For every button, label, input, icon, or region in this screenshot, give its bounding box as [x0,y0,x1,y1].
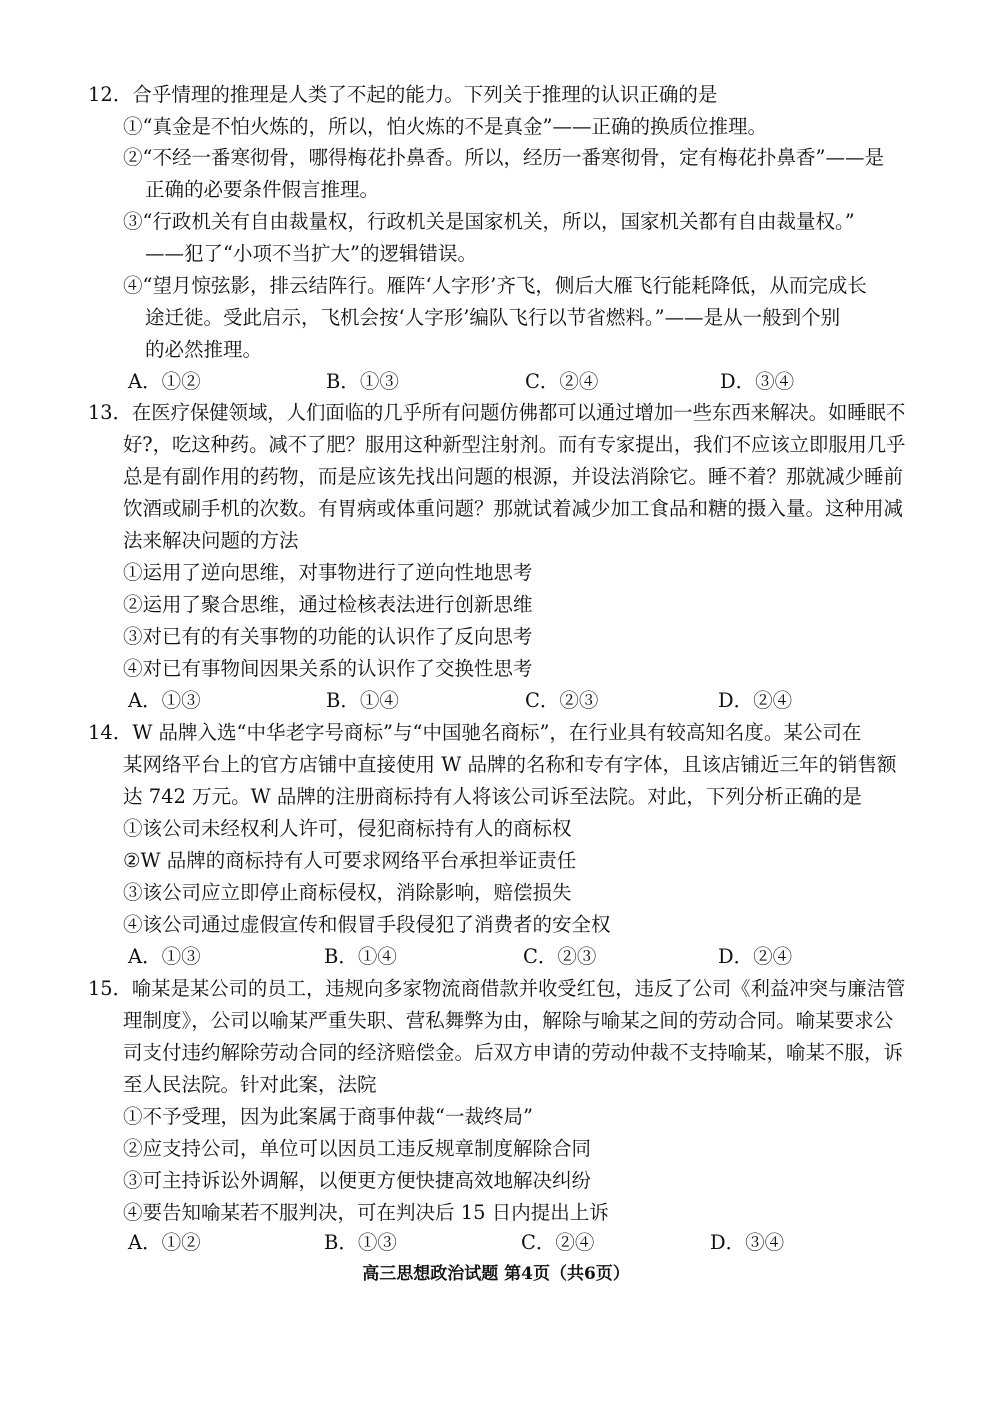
q13-stem-line-2: 好?，吃这种药。减不了肥？服用这种新型注射剂。而有专家提出，我们不应该立即服用几乎 [123,433,906,456]
q13-option-c[interactable]: C．②③ [525,689,599,712]
q15-option-c[interactable]: C．②④ [521,1231,595,1254]
q12-statement-4-cont2: 的必然推理。 [145,338,263,361]
q14-stem-line-2: 某网络平台上的官方店铺中直接使用 W 品牌的名称和专有字体，且该店铺近三年的销售额 [123,753,897,776]
q15-statement-3: ③可主持诉讼外调解，以便更方便快捷高效地解决纠纷 [123,1169,592,1192]
q13-statement-4: ④对已有事物间因果关系的认识作了交换性思考 [123,657,533,680]
q14-option-d[interactable]: D．②④ [718,945,793,968]
q13-option-a[interactable]: A．①③ [128,689,201,712]
q15-stem-line-2: 理制度》，公司以喻某严重失职、营私舞弊为由，解除与喻某之间的劳动合同。喻某要求公 [123,1009,894,1032]
q14-option-c[interactable]: C．②③ [523,945,597,968]
q14-statement-1: ①该公司未经权利人许可，侵犯商标持有人的商标权 [123,817,572,840]
q15-stem-line-4: 至人民法院。针对此案，法院 [123,1073,377,1096]
q13-option-d[interactable]: D．②④ [718,689,793,712]
q13-stem-line-3: 总是有副作用的药物，而是应该先找出问题的根源，并设法消除它。睡不着？那就减少睡前 [123,465,904,488]
q12-statement-3-cont: ——犯了“小项不当扩大”的逻辑错误。 [145,242,477,265]
q13-statement-2: ②运用了聚合思维，通过检核表法进行创新思维 [123,593,533,616]
q12-statement-4: ④“望月惊弦影，排云结阵行。雁阵‘人字形’齐飞，侧后大雁飞行能耗降低，从而完成长 [123,274,867,297]
q15-statement-4: ④要告知喻某若不服判决，可在判决后 15 日内提出上诉 [123,1201,609,1224]
q12-option-c[interactable]: C．②④ [525,370,599,393]
q13-statement-3: ③对已有的有关事物的功能的认识作了反向思考 [123,625,533,648]
q14-stem-line-3: 达 742 万元。W 品牌的注册商标持有人将该公司诉至法院。对此，下列分析正确的是 [123,785,862,808]
q14-option-a[interactable]: A．①③ [128,945,201,968]
q15-stem-line-3: 司支付违约解除劳动合同的经济赔偿金。后双方申请的劳动仲裁不支持喻某，喻某不服，诉 [123,1041,904,1064]
q14-options [128,942,848,972]
q14-option-b[interactable]: B．①④ [324,945,397,968]
q12-statement-4-cont: 途迁徙。受此启示，飞机会按‘人字形’编队飞行以节省燃料。”——是从一般到个别 [145,306,841,329]
page-footer: 高三思想政治试题 第4页（共6页） [362,1264,630,1284]
q12-statement-3: ③“行政机关有自由裁量权，行政机关是国家机关，所以，国家机关都有自由裁量权。” [123,210,855,233]
q14-stem-line-1: 14．W 品牌入选“中华老字号商标”与“中国驰名商标”，在行业具有较高知名度。某公司在 [88,721,862,744]
q15-option-b[interactable]: B．①③ [324,1231,397,1254]
q14-statement-2: ②W 品牌的商标持有人可要求网络平台承担举证责任 [123,849,577,872]
q12-statement-2: ②“不经一番寒彻骨，哪得梅花扑鼻香。所以，经历一番寒彻骨，定有梅花扑鼻香”——是 [123,146,884,169]
q15-statement-1: ①不予受理，因为此案属于商事仲裁“一裁终局” [123,1105,533,1128]
q12-stem: 12．合乎情理的推理是人类了不起的能力。下列关于推理的认识正确的是 [88,83,718,106]
q13-option-b[interactable]: B．①④ [326,689,399,712]
q12-option-b[interactable]: B．①③ [326,370,399,393]
q15-option-a[interactable]: A．①② [128,1231,201,1254]
q12-statement-1: ①“真金是不怕火炼的，所以，怕火炼的不是真金”——正确的换质位推理。 [123,115,767,138]
q15-option-d[interactable]: D．③④ [710,1231,785,1254]
q12-statement-2-cont: 正确的必要条件假言推理。 [145,178,380,201]
q13-options [128,686,848,716]
q15-options [128,1228,848,1258]
q14-statement-4: ④该公司通过虚假宣传和假冒手段侵犯了消费者的安全权 [123,913,611,936]
q12-option-d[interactable]: D．③④ [720,370,795,393]
q15-statement-2: ②应支持公司，单位可以因员工违反规章制度解除合同 [123,1137,592,1160]
q15-stem-line-1: 15．喻某是某公司的员工，违规向多家物流商借款并收受红包，违反了公司《利益冲突与廉洁管 [88,977,906,1000]
q13-stem-line-4: 饮酒或刷手机的次数。有胃病或体重问题？那就试着减少加工食品和糖的摄入量。这种用减 [123,497,904,520]
q12-option-a[interactable]: A．①② [128,370,201,393]
q13-stem-line-1: 13．在医疗保健领域，人们面临的几乎所有问题仿佛都可以通过增加一些东西来解决。如睡眠不 [88,401,906,424]
q12-options [128,367,848,397]
q13-stem-line-5: 法来解决问题的方法 [123,529,299,552]
q13-statement-1: ①运用了逆向思维，对事物进行了逆向性地思考 [123,561,533,584]
q14-statement-3: ③该公司应立即停止商标侵权，消除影响，赔偿损失 [123,881,572,904]
